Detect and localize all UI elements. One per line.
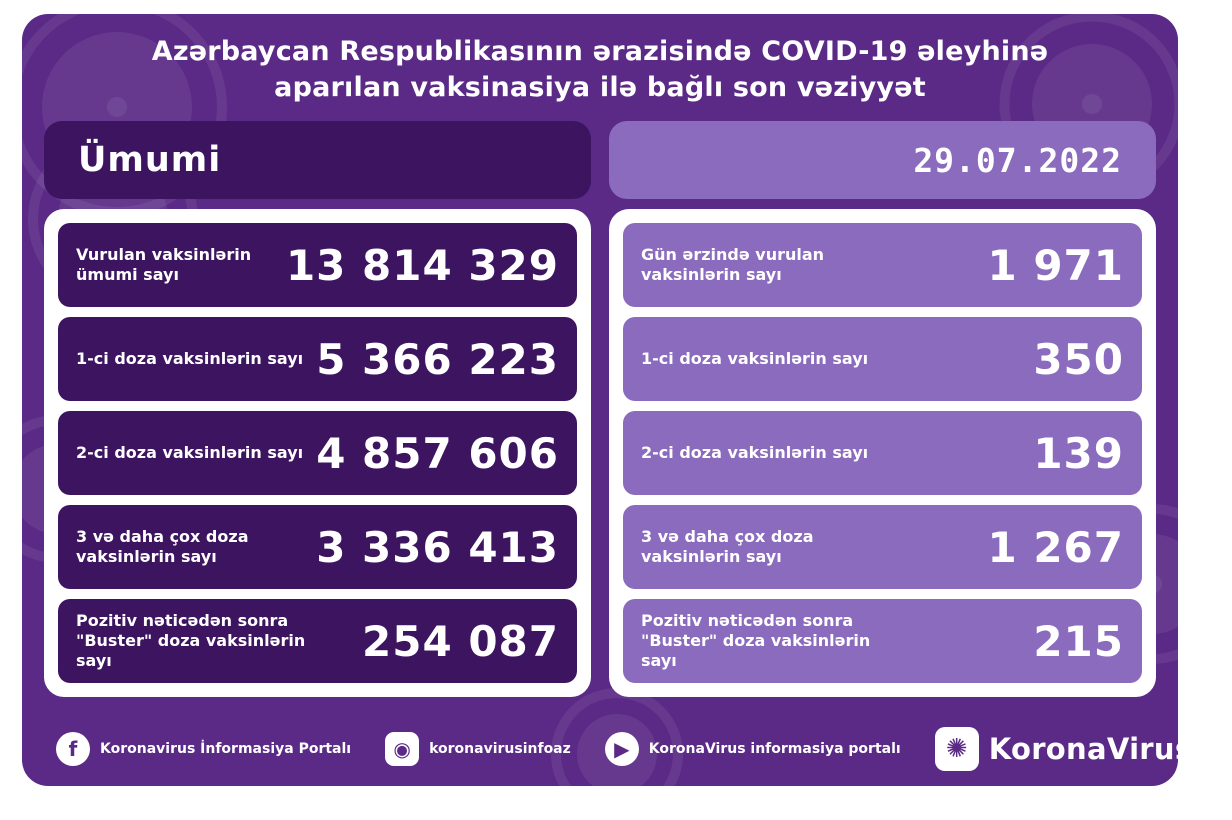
stat-row xyxy=(623,599,1142,683)
instagram-icon: ◉ xyxy=(385,732,419,766)
stat-value: 4 857 606 xyxy=(316,428,559,478)
stat-label: 3 və daha çox doza vaksinlərin sayı xyxy=(641,526,814,567)
daily-column xyxy=(609,121,1156,697)
stat-value: 139 xyxy=(1033,428,1124,478)
instagram-label: koronavirusinfoaz xyxy=(429,741,571,757)
youtube-label: KoronaVirus informasiya portalı xyxy=(648,741,901,757)
stat-value: 1 267 xyxy=(987,522,1124,572)
poster-frame xyxy=(22,14,1223,786)
brand-name: KoronaVirus xyxy=(988,732,1193,766)
youtube-link[interactable] xyxy=(605,732,901,766)
stat-value: 254 087 xyxy=(362,616,559,666)
stats-columns xyxy=(22,105,1178,697)
stat-label: 1-ci doza vaksinlərin sayı xyxy=(76,349,304,369)
instagram-link[interactable] xyxy=(385,732,571,766)
page-title: Azərbaycan Respublikasının ərazisində COVID-19 əleyhinə aparılan vaksinasiya ilə bağlı son vəziyyət xyxy=(151,36,1049,103)
facebook-icon: f xyxy=(56,732,90,766)
brand-suffix: info xyxy=(1194,733,1223,748)
stat-label: Pozitiv nəticədən sonra "Buster" doza vaksinlərin sayı xyxy=(641,610,871,671)
stat-value: 1 971 xyxy=(987,240,1124,290)
facebook-label: Koronavirus İnformasiya Portalı xyxy=(100,741,352,757)
total-column xyxy=(44,121,591,697)
stat-label: Vurulan vaksinlərin ümumi sayı xyxy=(76,244,252,285)
stat-label: 1-ci doza vaksinlərin sayı xyxy=(641,349,869,369)
stat-value: 215 xyxy=(1033,616,1124,666)
total-stats-card xyxy=(44,209,591,697)
stat-row xyxy=(623,505,1142,589)
stat-value: 350 xyxy=(1033,334,1124,384)
daily-stats-card xyxy=(609,209,1156,697)
stat-value: 13 814 329 xyxy=(285,240,559,290)
stat-row xyxy=(58,505,577,589)
stat-label: Pozitiv nəticədən sonra "Buster" doza vaksinlərin sayı xyxy=(76,610,306,671)
footer-bar xyxy=(22,712,1223,786)
stat-value: 5 366 223 xyxy=(316,334,559,384)
daily-column-date: 29.07.2022 xyxy=(609,121,1156,199)
stat-label: 3 və daha çox doza vaksinlərin sayı xyxy=(76,526,249,567)
stat-row xyxy=(623,223,1142,307)
stat-label: Gün ərzində vurulan vaksinlərin sayı xyxy=(641,244,825,285)
stat-row xyxy=(623,411,1142,495)
koronavirus-brand[interactable] xyxy=(935,727,1223,771)
youtube-icon: ▶ xyxy=(605,732,639,766)
virus-icon: ✺ xyxy=(935,727,979,771)
stat-row xyxy=(623,317,1142,401)
stat-row xyxy=(58,223,577,307)
stat-label: 2-ci doza vaksinlərin sayı xyxy=(76,443,304,463)
stat-row xyxy=(58,599,577,683)
facebook-link[interactable] xyxy=(56,732,351,766)
stat-row xyxy=(58,317,577,401)
total-column-heading: Ümumi xyxy=(44,121,591,199)
stat-value: 3 336 413 xyxy=(316,522,559,572)
stat-label: 2-ci doza vaksinlərin sayı xyxy=(641,443,869,463)
stat-row xyxy=(58,411,577,495)
